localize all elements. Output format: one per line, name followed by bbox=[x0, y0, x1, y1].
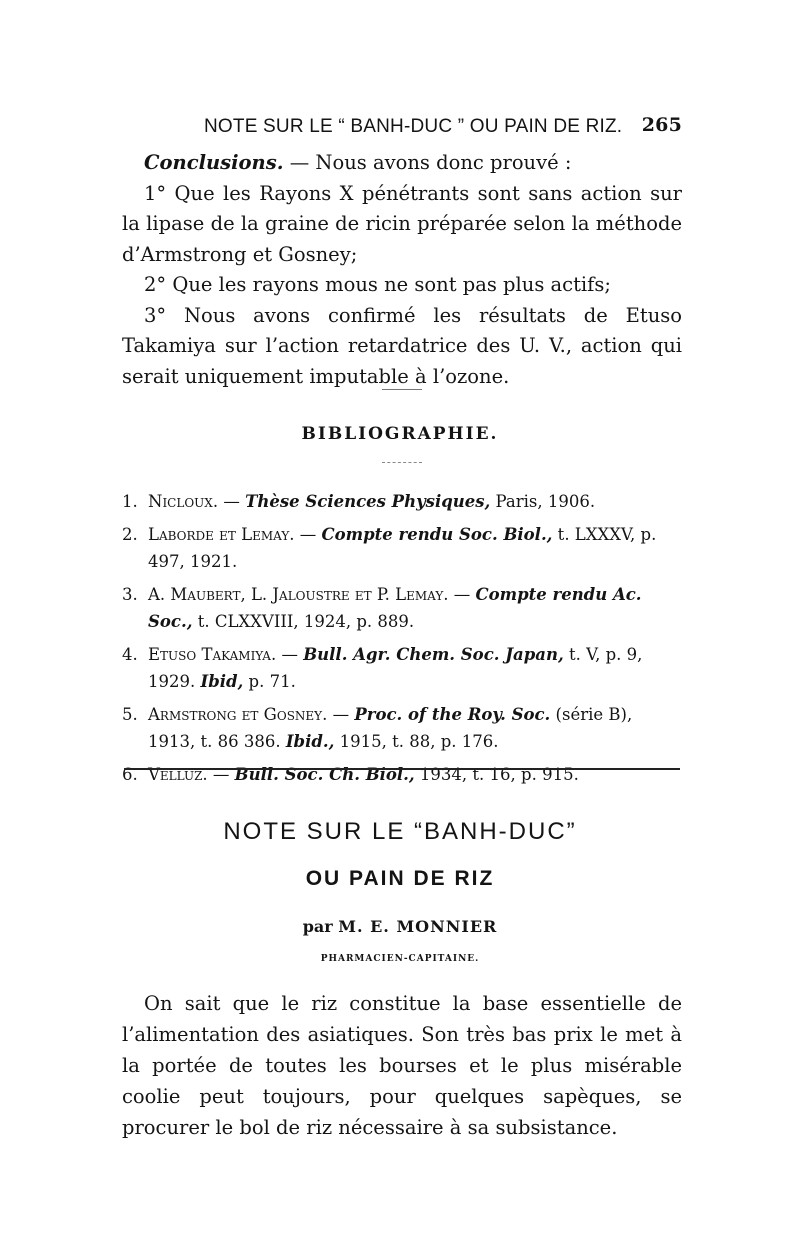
reference-authors: A. Maubert, L. Jaloustre et P. Lemay. bbox=[148, 585, 449, 604]
reference-number: 1. bbox=[122, 492, 138, 511]
reference-source: Bull. Agr. Chem. Soc. Japan, bbox=[303, 645, 564, 664]
reference-details: 1934, t. 16, p. 915. bbox=[414, 765, 579, 784]
reference-details: t. CLXXVIII, 1924, p. 889. bbox=[192, 612, 415, 631]
conclusions-intro: — Nous avons donc prouvé : bbox=[283, 151, 572, 174]
reference-source: Bull. Soc. Ch. Biol., bbox=[234, 765, 415, 784]
reference-sep: — bbox=[327, 705, 355, 724]
bibliography-title: BIBLIOGRAPHIE. bbox=[301, 424, 499, 444]
reference-item bbox=[122, 521, 684, 575]
reference-number: 6. bbox=[122, 765, 138, 784]
reference-tail: p. 71. bbox=[243, 672, 296, 691]
reference-authors: Armstrong et Gosney. bbox=[148, 705, 328, 724]
reference-authors: Nicloux. bbox=[148, 492, 219, 511]
reference-details: t. V, p. 9, 1929. bbox=[148, 645, 643, 691]
reference-details: t. LXXXV, p. 497, 1921. bbox=[148, 525, 657, 571]
reference-tail: 1915, t. 88, p. 176. bbox=[334, 732, 499, 751]
article-body: On sait que le riz constitue la base essentielle de l’alimentation des asiatiques. Son très bas prix le met à la portée de toutes les bourses et le plus misérable coolie peut toujours, pour quelques sapèques, se procurer le bol de riz nécessaire à sa subsistance. bbox=[122, 992, 682, 1139]
section-rule bbox=[124, 768, 680, 770]
reference-sep: — bbox=[294, 525, 322, 544]
reference-details: (série B), 1913, t. 86 386. bbox=[148, 705, 633, 751]
conclusion-item: 1° Que les Rayons X pénétrants sont sans action sur la lipase de la graine de ricin préparée selon la méthode d’Armstrong et Gosney; bbox=[122, 181, 682, 266]
author-name: M. E. MONNIER bbox=[338, 917, 498, 936]
conclusions-label: Conclusions. bbox=[144, 151, 284, 174]
reference-sep: — bbox=[276, 645, 304, 664]
ornament-divider bbox=[382, 389, 422, 390]
author-affiliation: PHARMACIEN-CAPITAINE. bbox=[320, 954, 480, 964]
running-head bbox=[120, 114, 682, 144]
reference-authors: Velluz. bbox=[148, 765, 208, 784]
reference-source: Compte rendu Ac. Soc., bbox=[148, 585, 642, 631]
reference-sep: — bbox=[218, 492, 246, 511]
reference-number: 5. bbox=[122, 705, 138, 724]
running-title: NOTE SUR LE “ BANH-DUC ” OU PAIN DE RIZ. bbox=[204, 116, 623, 137]
reference-details: Paris, 1906. bbox=[490, 492, 596, 511]
reference-item bbox=[122, 581, 684, 635]
reference-source: Proc. of the Roy. Soc. bbox=[354, 705, 551, 724]
reference-sep: — bbox=[207, 765, 235, 784]
conclusions-section bbox=[122, 148, 682, 392]
reference-item bbox=[122, 488, 684, 515]
article-title: NOTE SUR LE “BANH-DUC” bbox=[223, 818, 577, 845]
author-prefix: par bbox=[302, 917, 339, 936]
reference-item bbox=[122, 701, 684, 755]
reference-source: Compte rendu Soc. Biol., bbox=[321, 525, 553, 544]
reference-source: Thèse Sciences Physiques, bbox=[245, 492, 491, 511]
reference-authors: Etuso Takamiya. bbox=[148, 645, 277, 664]
conclusions-heading bbox=[122, 148, 682, 179]
reference-number: 4. bbox=[122, 645, 138, 664]
conclusion-item: 3° Nous avons confirmé les résultats de Etuso Takamiya sur l’action retardatrice des U. V., action qui serait uniquement imputable à l’ozone. bbox=[122, 303, 682, 388]
author-line bbox=[0, 917, 800, 936]
article-subtitle: OU PAIN DE RIZ bbox=[305, 867, 495, 890]
ornament-divider bbox=[382, 462, 422, 464]
reference-item bbox=[122, 641, 684, 695]
reference-number: 3. bbox=[122, 585, 138, 604]
reference-item bbox=[122, 761, 684, 788]
conclusion-item: 2° Que les rayons mous ne sont pas plus actifs; bbox=[144, 273, 611, 296]
page-number: 265 bbox=[641, 114, 682, 136]
reference-number: 2. bbox=[122, 525, 138, 544]
reference-ibid: Ibid., bbox=[285, 732, 335, 751]
reference-sep: — bbox=[448, 585, 476, 604]
reference-authors: Laborde et Lemay. bbox=[148, 525, 295, 544]
bibliography-list bbox=[122, 488, 684, 794]
reference-ibid: Ibid, bbox=[200, 672, 244, 691]
